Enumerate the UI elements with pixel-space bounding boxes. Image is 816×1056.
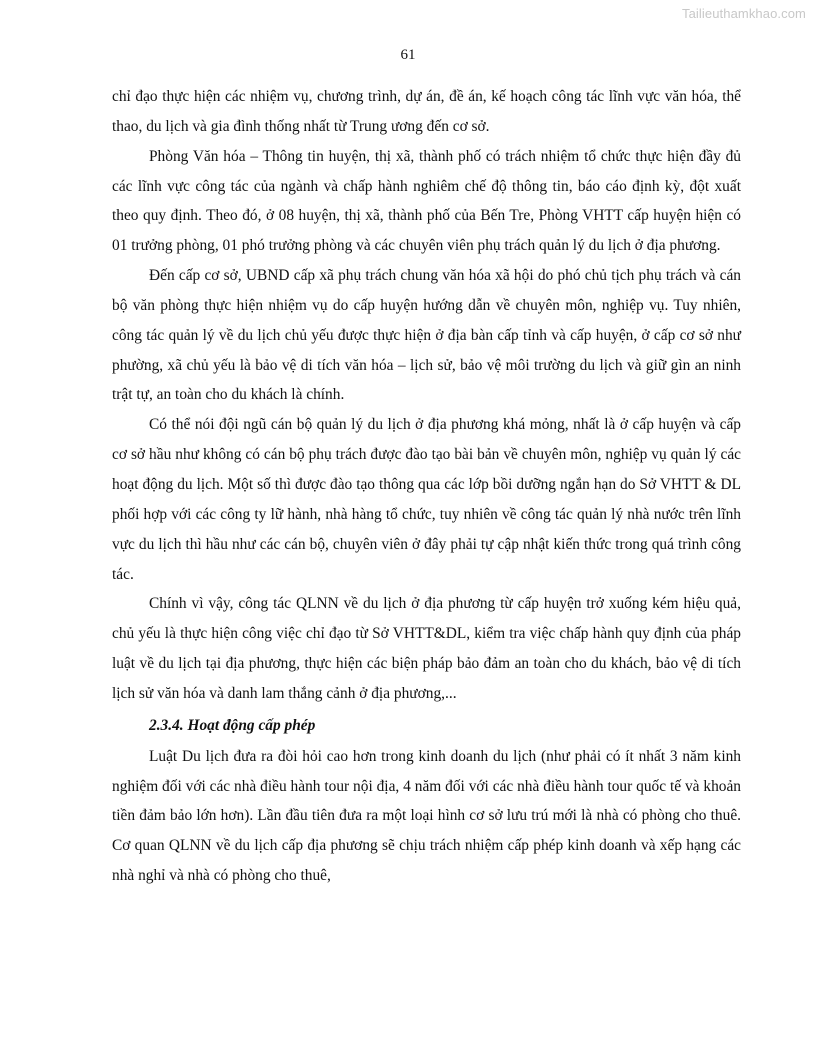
- paragraph-commune-level: Đến cấp cơ sở, UBND cấp xã phụ trách chung văn hóa xã hội do phó chủ tịch phụ trách và cán bộ văn phòng thực hiện nhiệm vụ do cấp huyện hướng dẫn về chuyên môn, nghiệp vụ. Tuy nhiên, công tác quản lý về du lịch chủ yếu được thực hiện ở địa bàn cấp tỉnh và cấp huyện, ở cấp cơ sở như phường, xã chủ yếu là bảo vệ di tích văn hóa – lịch sử, bảo vệ môi trường du lịch và giữ gìn an ninh trật tự, an toàn cho du khách là chính.: [112, 267, 741, 404]
- section-heading: 2.3.4. Hoạt động cấp phép: [149, 716, 316, 734]
- paragraph-licensing: Luật Du lịch đưa ra đòi hỏi cao hơn trong kinh doanh du lịch (như phải có ít nhất 3 năm kinh nghiệm đối với các nhà điều hành tour nội địa, 4 năm đối với các nhà điều hành tour quốc tế và khoản tiền đảm bảo lớn hơn). Lần đầu tiên đưa ra một loại hình cơ sở lưu trú mới là nhà có phòng cho thuê. Cơ quan QLNN về du lịch cấp địa phương sẽ chịu trách nhiệm cấp phép kinh doanh và xếp hạng các nhà nghỉ và nhà có phòng cho thuê,: [112, 747, 741, 885]
- watermark: Tailieuthamkhao.com: [681, 6, 806, 21]
- paragraph-conclusion: Chính vì vậy, công tác QLNN về du lịch ở địa phương từ cấp huyện trở xuống kém hiệu quả, chủ yếu là thực hiện công việc chỉ đạo từ Sở VHTT&DL, kiểm tra việc chấp hành quy định của pháp luật về du lịch tại địa phương, thực hiện các biện pháp bảo đảm an toàn cho du khách, bảo vệ di tích lịch sử văn hóa và danh lam thắng cảnh ở địa phương,...: [112, 595, 741, 702]
- page-number: 61: [400, 47, 416, 63]
- paragraph-district-office: Phòng Văn hóa – Thông tin huyện, thị xã, thành phố có trách nhiệm tổ chức thực hiện đầy đủ các lĩnh vực công tác của ngành và chấp hành nghiêm chế độ thông tin, báo cáo định kỳ, đột xuất theo quy định. Theo đó, ở 08 huyện, thị xã, thành phố của Bến Tre, Phòng VHTT cấp huyện hiện có 01 trưởng phòng, 01 phó trưởng phòng và các chuyên viên phụ trách quản lý du lịch ở địa phương.: [112, 147, 741, 255]
- paragraph-continuation: chỉ đạo thực hiện các nhiệm vụ, chương trình, dự án, đề án, kế hoạch công tác lĩnh vực văn hóa, thể thao, du lịch và gia đình thống nhất từ Trung ương đến cơ sở.: [112, 88, 741, 135]
- paragraph-staff-capacity: Có thể nói đội ngũ cán bộ quản lý du lịch ở địa phương khá mỏng, nhất là ở cấp huyện và cấp cơ sở hầu như không có cán bộ phụ trách được đào tạo bài bản về chuyên môn, nghiệp vụ quản lý các hoạt động du lịch. Một số thì được đào tạo thông qua các lớp bồi dưỡng ngắn hạn do Sở VHTT & DL phối hợp với các công ty lữ hành, nhà hàng tổ chức, tuy nhiên về công tác quản lý nhà nước trên lĩnh vực du lịch thì hầu như các cán bộ, chuyên viên ở đây phải tự cập nhật kiến thức trong quá trình công tác.: [112, 416, 741, 583]
- document-body: [112, 82, 741, 891]
